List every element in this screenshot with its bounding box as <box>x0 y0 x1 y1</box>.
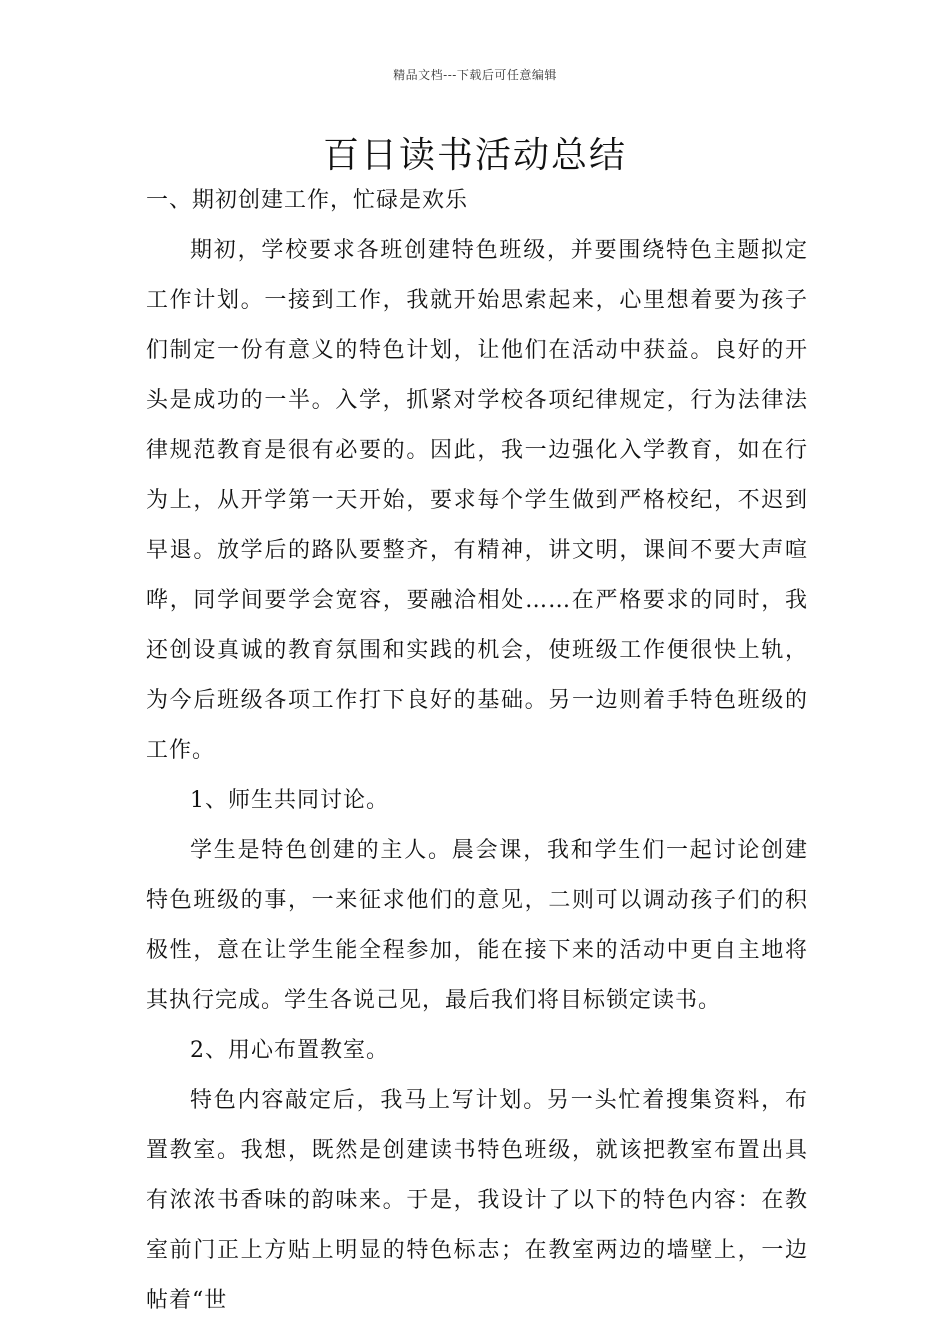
header-note: 精品文档---下载后可任意编辑 <box>393 68 557 82</box>
subheading: 1、师生共同讨论。 <box>190 788 389 813</box>
document-title: 百日读书活动总结 <box>322 135 627 176</box>
subheading: 2、用心布置教室。 <box>190 1038 389 1063</box>
paragraph: 期初，学校要求各班创建特色班级，并要围绕特色主题拟定工作计划。一接到工作，我就开始思索起来，心里想着要为孩子们制定一份有意义的特色计划，让他们在活动中获益。良好的开头是成功的一半。入学，抓紧对学校各项纪律规定，行为法律法律规范教育是很有必要的。因此，我一边强化入学教育，如在行为上，从开学第一天开始，要求每个学生做到严格校纪，不迟到早退。放学后的路队要整齐，有精神，讲文明，课间不要大声喧哗，同学间要学会宽容，要融洽相处……在严格要求的同时，我还创设真诚的教育氛围和实践的机会，使班级工作便很快上轨，为今后班级各项工作打下良好的基础。另一边则着手特色班级的工作。 <box>146 238 808 763</box>
paragraph: 学生是特色创建的主人。晨会课，我和学生们一起讨论创建特色班级的事，一来征求他们的意见，二则可以调动孩子们的积极性，意在让学生能全程参加，能在接下来的活动中更自主地将其执行完成。学生各说己见，最后我们将目标锁定读书。 <box>146 838 808 1013</box>
section-heading: 一、期初创建工作，忙碌是欢乐 <box>146 188 469 213</box>
document-body <box>146 176 808 1326</box>
paragraph: 特色内容敲定后，我马上写计划。另一头忙着搜集资料，布置教室。我想，既然是创建读书特色班级，就该把教室布置出具有浓浓书香味的韵味来。于是，我设计了以下的特色内容：在教室前门正上方贴上明显的特色标志；在教室两边的墙壁上，一边帖着“世 <box>146 1088 808 1313</box>
